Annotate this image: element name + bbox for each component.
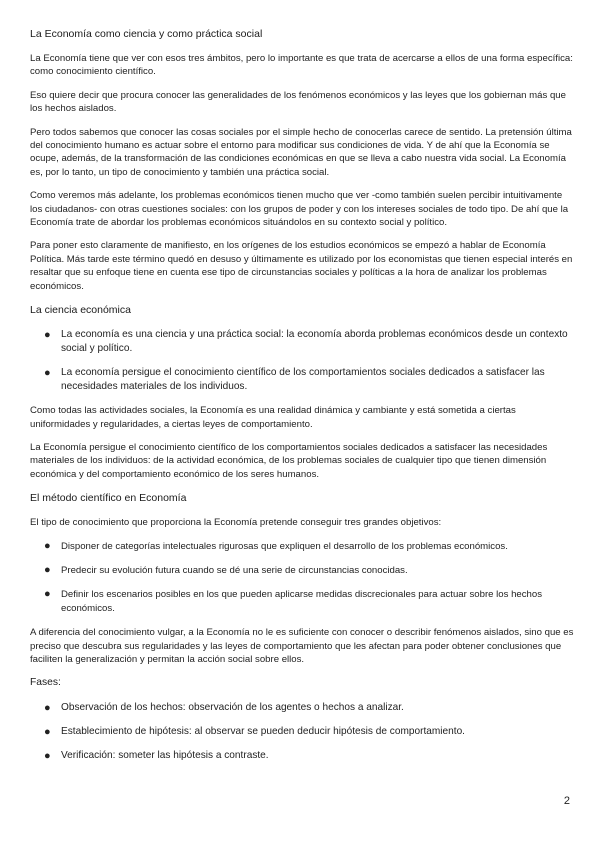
section-heading-metodo: El método científico en Economía [30,492,187,505]
bullet-icon: ● [44,726,51,739]
ciencia-bullet-list [30,328,575,394]
list-item-text: Establecimiento de hipótesis: al observar se pueden deducir hipótesis de comportamiento. [61,726,465,738]
list-item-text: Definir los escenarios posibles en los que pueden aplicarse medidas discrecionales para actuar sobre los hechos económicos. [61,589,543,614]
list-item-text: La economía persigue el conocimiento científico de los comportamientos sociales dedicados a satisfacer las necesidades materiales de los individuos. [61,367,545,393]
page-title: La Economía como ciencia y como práctica social [30,28,263,40]
page-number: 2 [563,795,570,807]
bullet-icon: ● [44,588,51,601]
document-page [30,27,575,773]
bullet-icon: ● [44,750,51,763]
list-item [30,749,575,763]
ciencia-paragraph-2: La Economía persigue el conocimiento científico de los comportamientos sociales dedicados a satisfacer las necesidades materiales de los individuos: de la actividad económica, de los problemas sociales de cualquier tipo que tienen dimensión económica y del comportamiento económico de los seres humanos. [30,441,548,480]
metodo-paragraph: A diferencia del conocimiento vulgar, a la Economía no le es suficiente con conocer o describir fenómenos aislados, sino que es preciso que descubra sus regularidades y las leyes de comportamiento que les afectan para poder obtener conclusiones que faciliten la generalización y permitan la acción social sobre ellos. [30,627,574,665]
intro-paragraph-2: Eso quiere decir que procura conocer las generalidades de los fenómenos económicos y las leyes que los gobiernan más que los hechos aislados. [30,89,566,115]
list-item [30,725,575,739]
fases-bullet-list [30,701,575,763]
phases-label: Fases: [30,677,61,689]
list-item [30,564,575,577]
list-item [30,328,575,356]
list-item-text: Verificación: someter las hipótesis a contraste. [61,750,269,762]
bullet-icon: ● [44,702,51,715]
section-heading-ciencia: La ciencia económica [30,304,131,317]
list-item [30,701,575,715]
bullet-icon: ● [44,367,51,380]
ciencia-paragraph-1: Como todas las actividades sociales, la Economía es una realidad dinámica y cambiante y está sometida a ciertas uniformidades y regularidades, a ciertas leyes de comportamiento. [30,405,516,430]
list-item-text: La economía es una ciencia y una práctica social: la economía aborda problemas económicos desde un contexto social y político. [61,329,568,355]
intro-paragraph-4: Como veremos más adelante, los problemas económicos tienen mucho que ver -como también suelen percibir intuitivamente los ciudadanos- con otras cuestiones sociales: con los grupos de poder y con los intereses sociales de todo tipo. De ahí que la Economía trate de abordar los problemas económicos situándolos en su contexto social y político. [30,190,569,229]
intro-paragraph-3: Pero todos sabemos que conocer las cosas sociales por el simple hecho de conocerlas carece de sentido. La pretensión última del conocimiento humano es actuar sobre el entorno para modificar sus condiciones de vida. Y de ahí que la Economía se ocupe, además, de la transformación de las condiciones económicas en que se lleva a cabo nuestra vida social. La Economía es, por lo tanto, un tipo de conocimiento y también una práctica social. [30,126,572,178]
list-item-text: Disponer de categorías intelectuales rigurosas que expliquen el desarrollo de los problemas económicos. [61,540,508,552]
list-item [30,366,575,394]
intro-paragraph-5: Para poner esto claramente de manifiesto, en los orígenes de los estudios económicos se empezó a hablar de Economía Política. Más tarde este término quedó en desuso y últimamente es utilizado por los economistas que tienen especial interés en resaltar que su enfoque tiene en cuenta ese tipo de circunstancias sociales y políticas a la hora de analizar los problemas económicos. [30,240,573,292]
bullet-icon: ● [44,539,51,552]
list-item [30,540,575,553]
objetivos-bullet-list [30,540,575,616]
intro-paragraph-1: La Economía tiene que ver con esos tres ámbitos, pero lo importante es que trata de acercarse a ellos de una forma específica: como conocimiento científico. [30,53,573,78]
list-item-text: Observación de los hechos: observación de los agentes o hechos a analizar. [61,702,404,714]
bullet-icon: ● [44,329,51,342]
list-item-text: Predecir su evolución futura cuando se dé una serie de circunstancias conocidas. [61,564,408,576]
metodo-intro: El tipo de conocimiento que proporciona la Economía pretende conseguir tres grandes objetivos: [30,517,442,529]
list-item [30,588,575,615]
bullet-icon: ● [44,563,51,576]
